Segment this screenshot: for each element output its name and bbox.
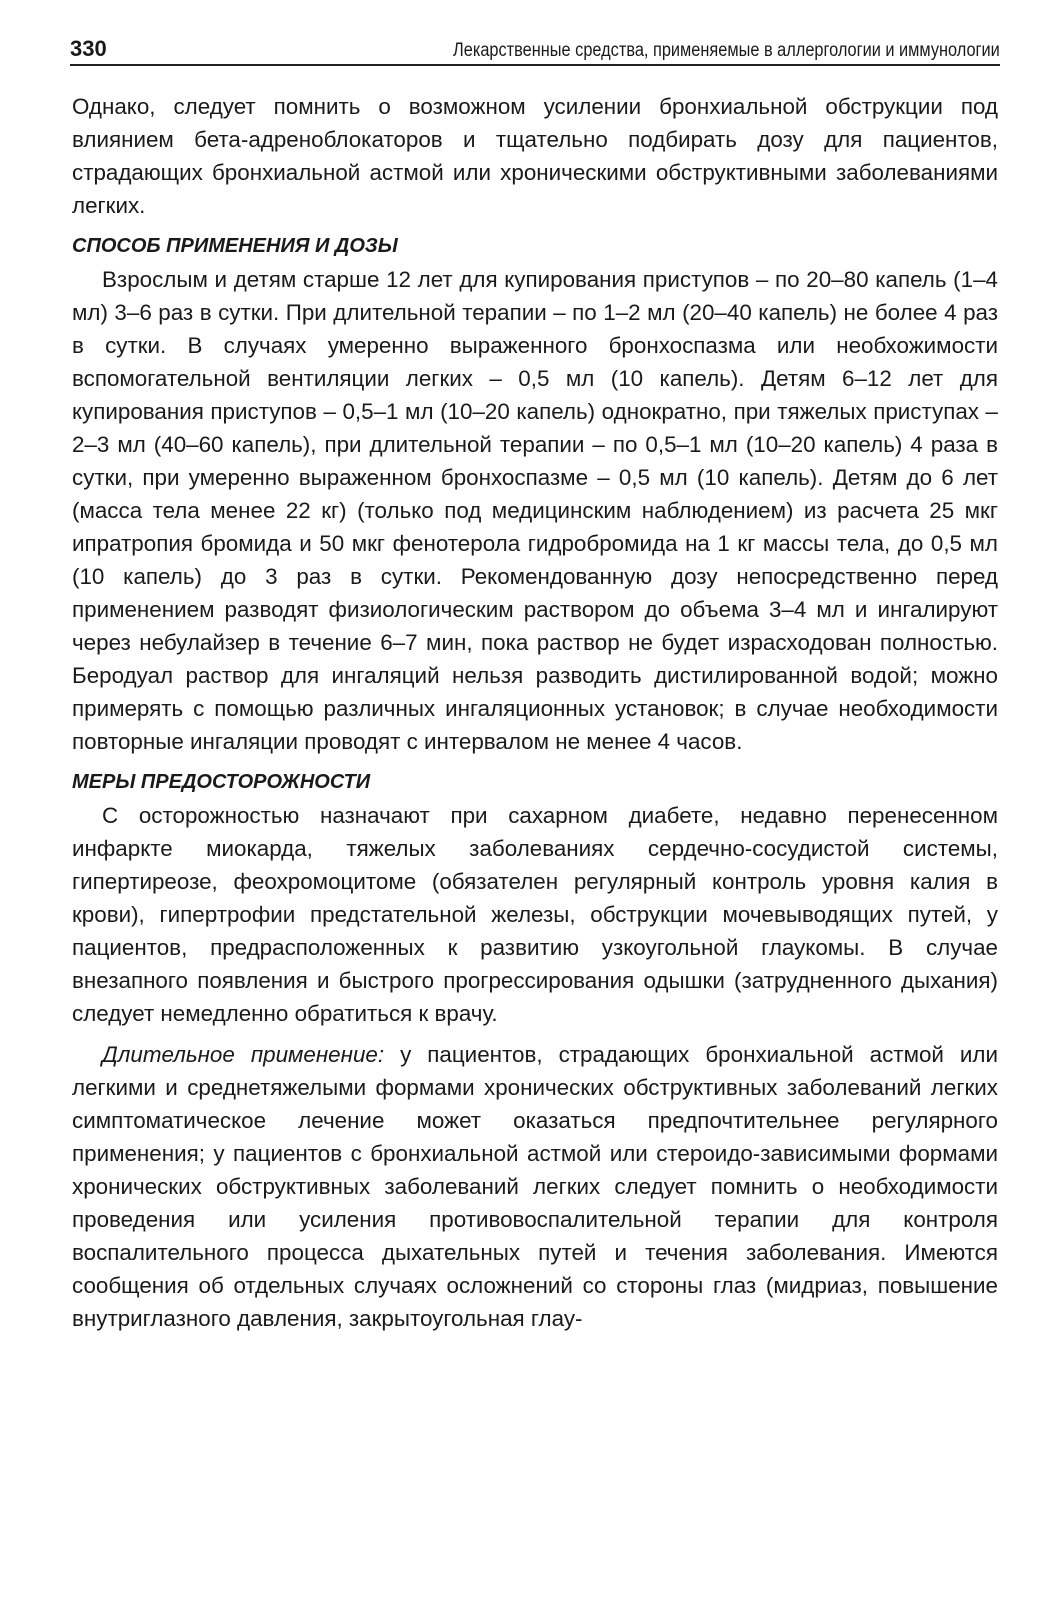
section-heading-dosage: СПОСОБ ПРИМЕНЕНИЯ И ДОЗЫ — [72, 235, 398, 257]
section-heading-precautions: МЕРЫ ПРЕДОСТОРОЖНОСТИ — [72, 771, 371, 793]
page-body — [72, 90, 998, 1335]
page-number: 330 — [70, 36, 107, 61]
page-header — [70, 30, 1000, 66]
paragraph-obstruction-warning: Однако, следует помнить о возможном усилении бронхиальной обструкции под влиянием бета-адреноблокаторов и тщательно подбирать дозу для пациентов, страдающих бронхиальной астмой или хроническими обструктивными заболеваниями легких. — [72, 94, 998, 218]
long-term-use-lead: Длительное применение: — [102, 1042, 385, 1067]
paragraph-dosage: Взрослым и детям старше 12 лет для купирования приступов – по 20–80 капель (1–4 мл) 3–6 раз в сутки. При длительной терапии – по 1–2 мл (20–40 капель) не более 4 раз в сутки. В случаях умеренно выраженного бронхоспазма или необхожимости вспомогательной вентиляции легких – 0,5 мл (10 капель). Детям 6–12 лет для купирования приступов – 0,5–1 мл (10–20 капель) однократно, при тяжелых приступах – 2–3 мл (40–60 капель), при длительной терапии – по 0,5–1 мл (10–20 капель) 4 раза в сутки, при умеренно выраженном бронхоспазме – 0,5 мл (10 капель). Детям до 6 лет (масса тела менее 22 кг) (только под медицинским наблюдением) из расчета 25 мкг ипратропия бромида и 50 мкг фенотерола гидробромида на 1 кг массы тела, до 0,5 мл (10 капель) до 3 раз в сутки. Рекомендованную дозу непосредственно перед применением разводят физиологическим раствором до объема 3–4 мл и ингалируют через небулайзер в течение 6–7 мин, пока раствор не будет израсходован полностью. Беродуал раствор для ингаляций нельзя разводить дистилированной водой; можно примерять с помощью различных ингаляционных установок; в случае необходимости повторные ингаляции проводят с интервалом не менее 4 часов. — [72, 267, 998, 754]
running-title: Лекарственные средства, применяемые в аллергологии и иммунологии — [453, 40, 1000, 61]
paragraph-precautions: С осторожностью назначают при сахарном диабете, недавно перенесенном инфаркте миокарда, тяжелых заболеваниях сердечно-сосудистой системы, гипертиреозе, феохромоцитоме (обязателен регулярный контроль уровня калия в крови), гипертрофии предстательной железы, обструкции мочевыводящих путей, у пациентов, предрасположенных к развитию узкоугольной глаукомы. В случае внезапного появления и быстрого прогрессирования одышки (затрудненного дыхания) следует немедленно обратиться к врачу. — [72, 803, 998, 1026]
paragraph-long-term-use — [72, 1038, 998, 1335]
long-term-use-body: у пациентов, страдающих бронхиальной астмой или легкими и среднетяжелыми формами хронических обструктивных заболеваний легких симптоматическое лечение может оказаться предпочтительнее регулярного применения; у пациентов с бронхиальной астмой или стероидо-зависимыми формами хронических обструктивных заболеваний легких следует помнить о необходимости проведения или усиления противовоспалительной терапии для контроля воспалительного процесса дыхательных путей и течения заболевания. Имеются сообщения об отдельных случаях осложнений со стороны глаз (мидриаз, повышение внутриглазного давления, закрытоугольная глау- — [72, 1042, 998, 1331]
